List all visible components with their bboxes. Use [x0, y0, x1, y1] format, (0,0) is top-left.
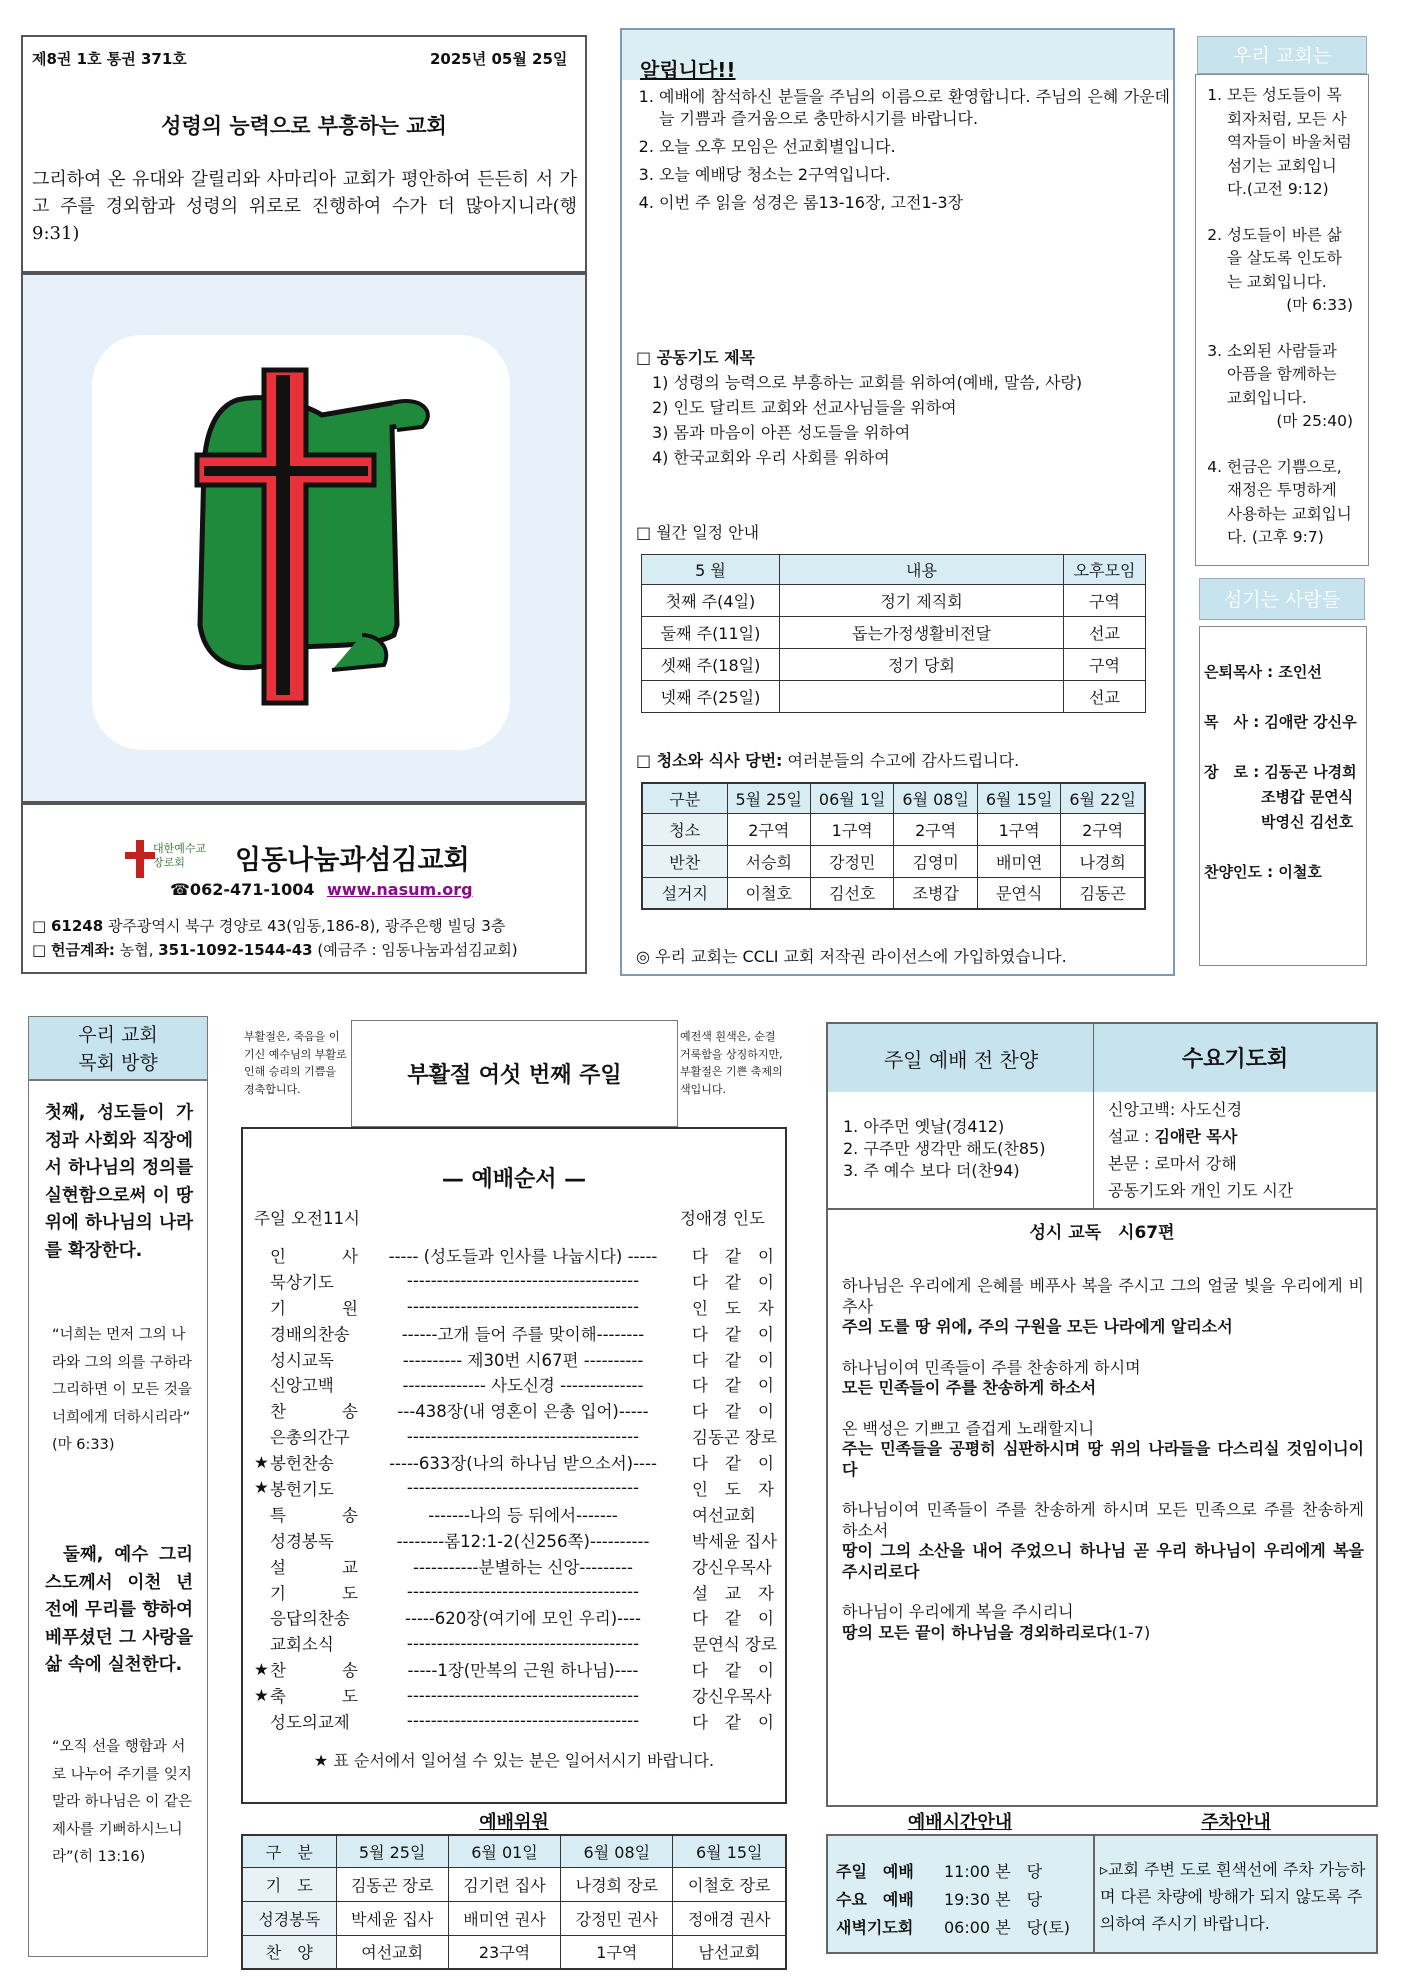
duty-header: 06월 1일: [810, 783, 893, 813]
our-church-item: 3. 소외된 사람들과 아픔을 함께하는 교회입니다. (마 25:40): [1227, 340, 1353, 434]
order-row: 응답의찬송 -----620장(여기에 모인 우리)---- 다 같 이: [270, 1609, 774, 1629]
order-row: 은총의간구 --------------------------------------- 김동곤 장로: [270, 1426, 777, 1448]
table-row: [642, 845, 1145, 877]
prayer-item: 2) 인도 달리트 교회와 선교사님들을 위하여: [652, 398, 957, 417]
servants-list: [1204, 660, 1357, 885]
psalm-leader: 하나님은 우리에게 은혜를 베푸사 복을 주시고 그의 얼굴 빛을 우리에게 비추사: [842, 1276, 1364, 1316]
duty-table-wrap: [641, 782, 1146, 910]
times-divider: [1093, 1836, 1095, 1952]
cross-icon: [92, 335, 510, 750]
our-church-item: 4. 헌금은 기쁨으로, 재정은 투명하게 사용하는 교회입니다. (고후 9:7): [1227, 456, 1353, 550]
parking-title: 주차안내: [1201, 1812, 1271, 1833]
table-cell: 2구역: [1061, 813, 1145, 845]
table-cell: 김동곤 장로: [336, 1867, 448, 1901]
duty-title-bold: □ 청소와 식사 당번:: [636, 751, 783, 770]
bulletin-date: 2025년 05월 25일: [430, 50, 568, 68]
table-cell: 조병갑: [894, 877, 977, 909]
account-label: 헌금계좌:: [50, 941, 115, 959]
time-label: 새벽기도회: [836, 1918, 914, 1937]
psalm-people: 모든 민족들이 주를 찬송하게 하소서: [842, 1378, 1097, 1397]
our-church-ref: (마 25:40): [1276, 412, 1353, 430]
sunday-title: 부활절 여섯 번째 주일: [407, 1063, 622, 1088]
order-row: 교회소식 --------------------------------------- 문연식 장로: [270, 1633, 777, 1655]
table-cell: 1구역: [977, 813, 1060, 845]
times-list: [836, 1858, 1070, 1942]
table-cell: 김동곤: [1061, 877, 1145, 909]
psalm-leader: 하나님이여 민족들이 주를 찬송하게 하시며 모든 민족으로 주를 찬송하게 하소서: [842, 1500, 1364, 1540]
address-panel: [21, 803, 587, 974]
duty-header: 6월 15일: [977, 783, 1060, 813]
committee-header: 6월 15일: [673, 1835, 786, 1867]
table-row: [642, 649, 1146, 681]
table-cell: 김기련 집사: [448, 1867, 560, 1901]
wednesday-title: 수요기도회: [1181, 1047, 1289, 1072]
monthly-title: □ 월간 일정 안내: [636, 523, 760, 542]
order-leader: 정애경 인도: [680, 1209, 765, 1228]
table-cell: 강정민 권사: [561, 1901, 673, 1935]
our-church-title: 우리 교회는: [1197, 36, 1367, 74]
table-row: [242, 1835, 786, 1867]
table-cell: 나경희: [1061, 845, 1145, 877]
table-row: [242, 1901, 786, 1935]
table-row: [642, 813, 1145, 845]
notice-item: 1. 예배에 참석하신 분들을 주님의 이름으로 환영합니다. 주님의 은혜 가운데 늘 기쁨과 즐거움으로 충만하시기를 바랍니다.: [659, 86, 1170, 130]
psalm-leader: 하나님이여 민족들이 주를 찬송하게 하시며: [842, 1357, 1141, 1377]
notice-item: 3. 오늘 예배당 청소는 2구역입니다.: [659, 164, 1170, 186]
wednesday-preacher: 김애란 목사: [1154, 1127, 1238, 1146]
pre-worship-song: 3. 주 예수 보다 더(찬94): [843, 1161, 1020, 1180]
time-label: 수요 예배: [836, 1890, 914, 1909]
table-cell: 찬 양: [242, 1935, 336, 1969]
committee-header: 6월 08일: [561, 1835, 673, 1867]
table-cell: 문연식: [977, 877, 1060, 909]
denomination-label: 대한예수교 장로회: [153, 842, 207, 869]
psalm-title: 성시 교독 시67편: [1029, 1223, 1175, 1243]
psalm-text: [842, 1276, 1364, 1643]
time-label: 주일 예배: [836, 1862, 914, 1881]
account-bank: 농협,: [119, 941, 154, 959]
order-row: 성도의교제 --------------------------------------- 다 같 이: [270, 1711, 774, 1732]
monthly-header: 5 월: [642, 555, 780, 585]
order-row: 인 사 ----- (성도들과 인사를 나눕시다) ----- 다 같 이: [270, 1246, 774, 1266]
duty-header: 6월 22일: [1061, 783, 1145, 813]
order-row: 성시교독 ---------- 제30번 시67편 ---------- 다 같 이: [270, 1350, 774, 1370]
committee-header: 6월 01일: [448, 1835, 560, 1867]
church-website[interactable]: www.nasum.org: [327, 880, 473, 899]
order-row: ★ 봉헌찬송 -----633장(나의 하나님 받으소서)---- 다 같 이: [254, 1452, 774, 1474]
table-cell: 나경희 장로: [561, 1867, 673, 1901]
servant-line: 조병갑 문연식: [1261, 788, 1354, 806]
ministry-title: 우리 교회: [78, 1024, 158, 1046]
table-cell: 박세윤 집사: [336, 1901, 448, 1935]
liturgical-color-note: 예전색 흰색은, 순결 거룩함을 상징하지만, 부활절은 기쁜 축제의 색입니다.: [680, 1030, 783, 1096]
wednesday-line: 공동기도와 개인 기도 시간: [1108, 1181, 1294, 1200]
time-row: [836, 1914, 1070, 1942]
column-divider: [1093, 1092, 1094, 1208]
our-church-list: [1203, 84, 1353, 550]
duty-table: [641, 782, 1146, 910]
order-row: 특 송 -------나의 등 뒤에서------- 여선교회: [270, 1505, 756, 1525]
table-cell: 기 도: [242, 1867, 336, 1901]
easter-note: 부활절은, 죽음을 이기신 예수님의 부활로 인해 승리의 기쁨을 경축합니다.: [244, 1030, 347, 1096]
church-phone: ☎062-471-1004: [170, 880, 315, 899]
table-cell: 23구역: [448, 1935, 560, 1969]
table-cell: 배미연 권사: [448, 1901, 560, 1935]
table-cell: 성경봉독: [242, 1901, 336, 1935]
ministry-first-ref: (마 6:33): [52, 1437, 115, 1453]
church-logo: [92, 335, 510, 750]
table-cell: 구역: [1064, 585, 1146, 617]
wednesday-info: [1108, 1096, 1293, 1204]
table-row: [642, 617, 1146, 649]
duty-header: 구분: [642, 783, 727, 813]
servant-line: 장 로 : 김동곤 나경희: [1204, 763, 1357, 781]
order-row: 기 원 --------------------------------------- 인 도 자: [270, 1297, 774, 1318]
table-cell: 첫째 주(4일): [642, 585, 780, 617]
times-title: 예배시간안내: [907, 1812, 1013, 1833]
wednesday-line: 본문 : 로마서 강해: [1108, 1154, 1237, 1173]
table-row: [642, 585, 1146, 617]
psalm-people: 땅이 그의 소산을 내어 주었으니 하나님 곧 우리 하나님이 우리에게 복을 주시리로다: [842, 1541, 1364, 1581]
table-cell: 강정민: [810, 845, 893, 877]
time-row: [836, 1858, 1070, 1886]
order-row: 성경봉독 --------롬12:1-2(신256쪽)---------- 박세윤 집사: [270, 1531, 777, 1551]
table-cell: 돕는가정생활비전달: [780, 617, 1064, 649]
table-row: [242, 1935, 786, 1969]
notice-item: 2. 오늘 오후 모임은 선교회별입니다.: [659, 136, 1170, 158]
duty-title-rest: 여러분들의 수고에 감사드립니다.: [782, 751, 1020, 770]
monthly-header: 오후모임: [1064, 555, 1146, 585]
volume-label: 제8권 1호 통권 371호: [32, 50, 187, 68]
order-row: 기 도 --------------------------------------- 설 교 자: [270, 1582, 774, 1603]
table-cell: 구역: [1064, 649, 1146, 681]
ccli-note: ◎ 우리 교회는 CCLI 교회 저작권 라이선스에 가입하였습니다.: [636, 947, 1067, 966]
table-cell: 설거지: [642, 877, 727, 909]
church-name: 임동나눔과섬김교회: [235, 845, 470, 876]
wednesday-line: 신앙고백: 사도신경: [1108, 1100, 1243, 1119]
table-cell: [780, 681, 1064, 713]
committee-header: 5월 25일: [336, 1835, 448, 1867]
theme-verse: 그리하여 온 유대와 갈릴리와 사마리아 교회가 평안하여 든든히 서 가고 주를 경외함과 성령의 위로로 진행하여 수가 더 많아지니라(행9:31): [32, 169, 577, 244]
wednesday-line: 설교 : 김애란 목사: [1108, 1127, 1238, 1146]
table-cell: 정기 당회: [780, 649, 1064, 681]
table-cell: 둘째 주(11일): [642, 617, 780, 649]
table-cell: 김선호: [810, 877, 893, 909]
table-cell: 정애경 권사: [673, 1901, 786, 1935]
ministry-second-quote: “오직 선을 행함과 서로 나누어 주기를 잊지 말라 하나님은 이 같은 제사를 기뻐하시느니라”(히 13:16): [52, 1739, 192, 1865]
table-row: [642, 783, 1145, 813]
psalm-leader: 하나님이 우리에게 복을 주시리니: [842, 1602, 1074, 1621]
our-church-item: 1. 모든 성도들이 목회자처럼, 모든 사역자들이 바울처럼 섬기는 교회입니다.(고전 9:12): [1227, 84, 1353, 202]
order-list: [254, 1242, 777, 1734]
psalm-people: 땅의 모든 끝이 하나님을 경외하리로다(1-7): [842, 1622, 1151, 1642]
psalm-people: 주는 민족들을 공평히 심판하시며 땅 위의 나라들을 다스리실 것임이니이다: [842, 1439, 1364, 1479]
table-cell: 이철호 장로: [673, 1867, 786, 1901]
prayer-item: 3) 몸과 마음이 아픈 성도들을 위하여: [652, 423, 911, 442]
order-row: 설 교 -----------분별하는 신앙--------- 강신우목사: [270, 1557, 772, 1577]
table-cell: 선교: [1064, 681, 1146, 713]
duty-title: [636, 748, 1019, 771]
pre-worship-list: [843, 1116, 1045, 1182]
ministry-first-quote: “너희는 먼저 그의 나라와 그의 의를 구하라 그리하면 이 모든 것을 너희에게 더하시리라” (마 6:33): [52, 1322, 192, 1460]
ministry-second: 둘째, 예수 그리스도께서 이천 년 전에 무리를 향하여 베푸셨던 그 사랑을 삶 속에 실천한다.: [45, 1545, 193, 1675]
table-cell: 여선교회: [336, 1935, 448, 1969]
prayer-list: [652, 370, 1082, 470]
committee-title: 예배위원: [479, 1812, 549, 1833]
monthly-table-wrap: [641, 554, 1146, 713]
table-cell: 반찬: [642, 845, 727, 877]
account-checkbox: □: [32, 941, 47, 959]
pre-worship-song: 1. 아주먼 옛날(경412): [843, 1117, 1005, 1136]
table-cell: 1구역: [810, 813, 893, 845]
servant-line: 은퇴목사 : 조인선: [1204, 663, 1322, 681]
duty-header: 6월 08일: [894, 783, 977, 813]
standing-note: ★ 표 순서에서 일어설 수 있는 분은 일어서시기 바랍니다.: [313, 1751, 715, 1770]
monthly-header: 내용: [780, 555, 1064, 585]
monthly-table: [641, 554, 1146, 713]
servant-line: 찬양인도 : 이철호: [1204, 863, 1322, 881]
committee-header: 구 분: [242, 1835, 336, 1867]
committee-table-wrap: [241, 1834, 787, 1970]
notice-list: [635, 86, 1170, 214]
pre-worship-song: 2. 구주만 생각만 해도(찬85): [843, 1139, 1046, 1158]
prayer-item: 4) 한국교회와 우리 사회를 위하여: [652, 448, 890, 467]
account-number: 351-1092-1544-43: [158, 941, 313, 959]
table-row: [642, 877, 1145, 909]
table-cell: 셋째 주(18일): [642, 649, 780, 681]
psalm-people: 주의 도를 땅 위에, 주의 구원을 모든 나라에게 알리소서: [842, 1317, 1233, 1336]
table-row: [242, 1867, 786, 1901]
order-row: ★ 찬 송 -----1장(만복의 근원 하나님)---- 다 같 이: [254, 1659, 774, 1681]
notice-item: 4. 이번 주 읽을 성경은 롬13-16장, 고전1-3장: [659, 192, 1170, 214]
table-cell: 이철호: [727, 877, 810, 909]
table-cell: 남선교회: [673, 1935, 786, 1969]
table-cell: 청소: [642, 813, 727, 845]
address-zip: 61248: [50, 917, 104, 935]
psalm-leader: 온 백성은 기쁘고 즐겁게 노래할지니: [842, 1418, 1095, 1438]
our-church-item: 2. 성도들이 바른 삶을 살도록 인도하는 교회입니다. (마 6:33): [1227, 224, 1353, 318]
time-value: 11:00 본 당: [944, 1862, 1043, 1881]
psalm-ref: (1-7): [1111, 1622, 1151, 1642]
prayer-item: 1) 성령의 능력으로 부흥하는 교회를 위하여(예배, 말씀, 사랑): [652, 373, 1083, 392]
account-holder: (예금주 : 임동나눔과섬김교회): [317, 941, 518, 959]
parking-text: ▹교회 주변 도로 흰색선에 주차 가능하며 다른 차량에 방해가 되지 않도록 주의하여 주시기 바랍니다.: [1100, 1860, 1366, 1933]
order-title: — 예배순서 —: [441, 1167, 587, 1192]
address-text: 광주광역시 북구 경양로 43(임동,186-8), 광주은행 빌딩 3층: [107, 917, 506, 935]
ministry-title: 목회 방향: [78, 1052, 158, 1074]
table-cell: 서승희: [727, 845, 810, 877]
table-cell: 배미연: [977, 845, 1060, 877]
table-cell: 선교: [1064, 617, 1146, 649]
committee-table: [241, 1834, 787, 1970]
order-row: 경배의찬송 ------고개 들어 주를 맞이해-------- 다 같 이: [270, 1324, 774, 1344]
time-row: [836, 1886, 1070, 1914]
order-row: 신앙고백 -------------- 사도신경 -------------- 다 같 이: [270, 1376, 774, 1396]
servant-line: 목 사 : 김애란 강신우: [1204, 713, 1357, 731]
our-church-ref: (마 6:33): [1286, 296, 1353, 314]
table-cell: 2구역: [727, 813, 810, 845]
servant-line: 박영신 김선호: [1261, 813, 1354, 831]
time-value: 06:00 본 당(토): [944, 1918, 1071, 1937]
prayer-title: □ 공동기도 제목: [636, 348, 755, 367]
pre-worship-title: 주일 예배 전 찬양: [883, 1048, 1039, 1072]
order-row: ★ 봉헌기도 --------------------------------------- 인 도 자: [254, 1478, 774, 1499]
table-cell: 1구역: [561, 1935, 673, 1969]
order-row: 찬 송 ---438장(내 영혼이 은총 입어)----- 다 같 이: [270, 1402, 774, 1422]
order-row: 묵상기도 --------------------------------------- 다 같 이: [270, 1271, 774, 1292]
theme-title: 성령의 능력으로 부흥하는 교회: [161, 114, 447, 138]
table-cell: 2구역: [894, 813, 977, 845]
duty-header: 5월 25일: [727, 783, 810, 813]
order-row: ★ 축 도 --------------------------------------- 강신우목사: [254, 1685, 772, 1707]
psalm-divider: [828, 1208, 1376, 1210]
ministry-first: 첫째, 성도들이 가정과 사회와 직장에서 하나님의 정의를 실현함으로써 이 땅 위에 하나님의 나라를 확장한다.: [45, 1103, 193, 1261]
table-cell: 넷째 주(25일): [642, 681, 780, 713]
notice-title: 알립니다!!: [640, 58, 736, 82]
ministry-title-box: [28, 1016, 208, 1080]
table-cell: 김영미: [894, 845, 977, 877]
order-time: 주일 오전11시: [254, 1209, 360, 1228]
servants-title: 섬기는 사람들: [1199, 578, 1365, 620]
table-row: [642, 681, 1146, 713]
table-cell: 정기 제직회: [780, 585, 1064, 617]
address-checkbox: □: [32, 917, 47, 935]
time-value: 19:30 본 당: [944, 1890, 1043, 1909]
